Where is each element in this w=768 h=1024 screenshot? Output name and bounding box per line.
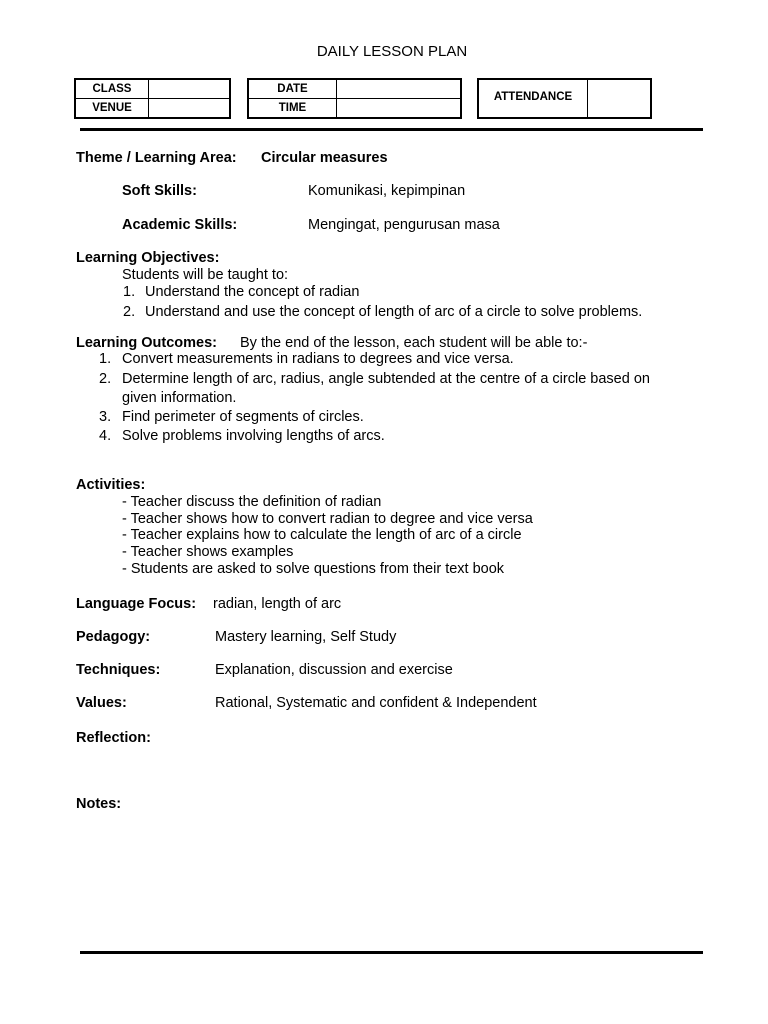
venue-value[interactable]: [149, 99, 229, 117]
class-value[interactable]: [149, 80, 229, 98]
outcome-text: Convert measurements in radians to degrees and vice versa.: [122, 351, 514, 367]
learning-outcomes-intro: By the end of the lesson, each student will be able to:-: [240, 335, 588, 351]
page-title: DAILY LESSON PLAN: [316, 43, 468, 60]
outcome-number: 1.: [99, 351, 112, 367]
outcome-text: Determine length of arc, radius, angle subtended at the centre of a circle based on: [122, 371, 650, 387]
venue-label: VENUE: [92, 102, 132, 114]
learning-objectives-label: Learning Objectives:: [76, 250, 220, 266]
activity-item: - Teacher discuss the definition of radian: [122, 494, 382, 510]
theme-value: Circular measures: [261, 150, 388, 166]
outcome-text: Find perimeter of segments of circles.: [122, 409, 364, 425]
objective-text: Understand and use the concept of length of arc of a circle to solve problems.: [145, 304, 643, 320]
activities-label: Activities:: [76, 477, 146, 493]
language-focus-value: radian, length of arc: [213, 596, 342, 612]
activity-item: - Teacher shows how to convert radian to degree and vice versa: [122, 511, 533, 527]
academic-skills-label: Academic Skills:: [122, 217, 238, 233]
techniques-value: Explanation, discussion and exercise: [215, 662, 453, 678]
attendance-label: ATTENDANCE: [493, 91, 573, 103]
learning-objectives-intro: Students will be taught to:: [122, 267, 289, 283]
activity-item: - Teacher shows examples: [122, 544, 294, 560]
pedagogy-label: Pedagogy:: [76, 629, 151, 645]
language-focus-label: Language Focus:: [76, 596, 197, 612]
class-label: CLASS: [92, 83, 132, 95]
learning-outcomes-label: Learning Outcomes:: [76, 335, 217, 351]
objective-text: Understand the concept of radian: [145, 284, 360, 300]
techniques-label: Techniques:: [76, 662, 161, 678]
attendance-value[interactable]: [588, 80, 650, 117]
date-value[interactable]: [337, 80, 460, 98]
outcome-number: 4.: [99, 428, 112, 444]
values-value: Rational, Systematic and confident & Independent: [215, 695, 537, 711]
outcome-text-continued: given information.: [122, 390, 237, 406]
values-label: Values:: [76, 695, 127, 711]
notes-label: Notes:: [76, 796, 122, 812]
date-label: DATE: [277, 83, 308, 95]
header-divider: [80, 128, 703, 131]
theme-label: Theme / Learning Area:: [76, 150, 237, 166]
time-value[interactable]: [337, 99, 460, 117]
activity-item: - Teacher explains how to calculate the length of arc of a circle: [122, 527, 522, 543]
academic-skills-value: Mengingat, pengurusan masa: [308, 217, 500, 233]
activity-item: - Students are asked to solve questions from their text book: [122, 561, 505, 577]
reflection-label: Reflection:: [76, 730, 151, 746]
outcome-text: Solve problems involving lengths of arcs.: [122, 428, 385, 444]
objective-number: 2.: [123, 304, 136, 320]
footer-divider: [80, 951, 703, 954]
soft-skills-value: Komunikasi, kepimpinan: [308, 183, 466, 199]
soft-skills-label: Soft Skills:: [122, 183, 197, 199]
outcome-number: 2.: [99, 371, 112, 387]
time-label: TIME: [278, 102, 307, 114]
objective-number: 1.: [123, 284, 136, 300]
outcome-number: 3.: [99, 409, 112, 425]
pedagogy-value: Mastery learning, Self Study: [215, 629, 397, 645]
